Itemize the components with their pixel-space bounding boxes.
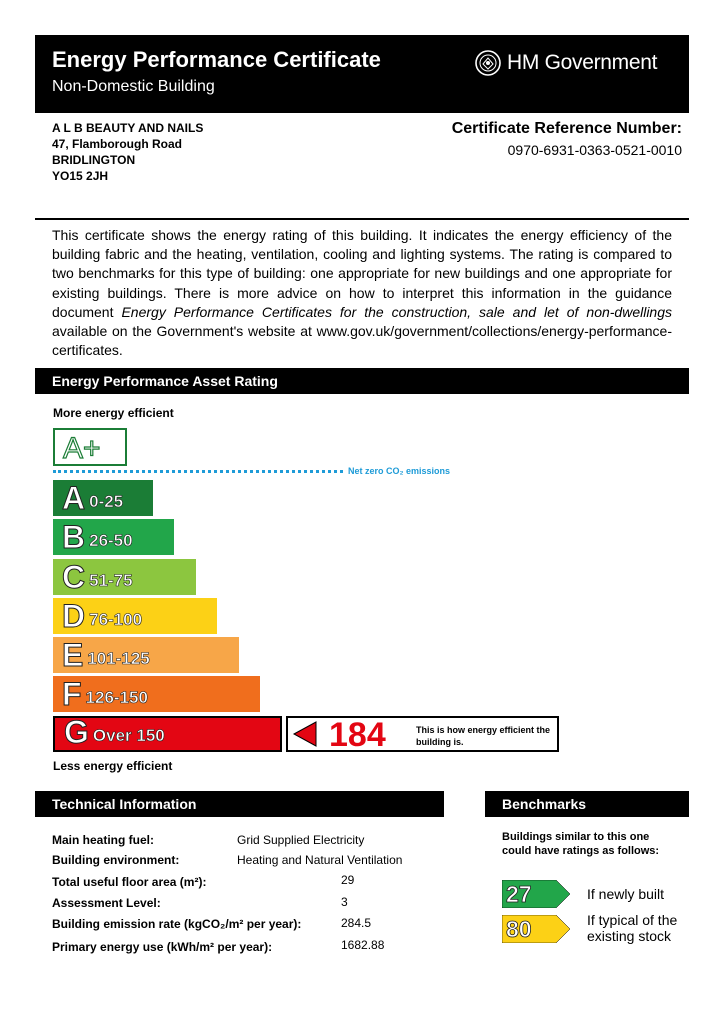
- hm-government-text: HM Government: [507, 51, 658, 74]
- band-letter: B: [62, 519, 86, 555]
- tech-label-floor-area: Total useful floor area (m²):: [52, 875, 207, 889]
- intro-text-end: available on the Government's website at www.gov.uk/government/collections/energy-performance-certificates.: [52, 323, 672, 359]
- tech-value-emission-rate: 284.5: [341, 916, 372, 930]
- band-range: 0-25: [89, 492, 124, 511]
- address-line-1: A L B BEAUTY AND NAILS: [52, 121, 204, 135]
- benchmark-new-build-value: 27: [506, 881, 532, 907]
- intro-text: This certificate shows the energy rating of this building. It indicates the energy efficiency of the building fabric and the heating, ventilation, cooling and lighting systems. The rating is compared to two benchmarks for this type of building: one appropriate for new buildings and one appropriate for existing buildings. There is more advice on how to interpret this information in the guidance document: [52, 227, 672, 320]
- guidance-document-title: Energy Performance Certificates for the construction, sale and let of non-dwellings: [121, 303, 673, 320]
- asset-rating-heading: Energy Performance Asset Rating: [35, 368, 689, 394]
- tech-value-floor-area: 29: [341, 873, 355, 887]
- intro-paragraph: [52, 226, 672, 360]
- address-line-2: 47, Flamborough Road: [52, 137, 183, 151]
- tech-label-emission-rate: Building emission rate (kgCO₂/m² per year):: [52, 917, 302, 931]
- band-letter: G: [64, 716, 89, 750]
- page-title: Energy Performance Certificate: [52, 47, 381, 72]
- divider: [35, 218, 689, 220]
- band-e: [53, 637, 239, 673]
- tech-value-assessment-level: 3: [341, 895, 348, 909]
- band-range: 76-100: [89, 610, 143, 629]
- benchmark-existing-stock-value: 80: [506, 916, 532, 942]
- benchmark-new-build-label: If newly built: [587, 886, 665, 902]
- net-zero-label: Net zero CO₂ emissions: [348, 466, 451, 476]
- band-g: [53, 716, 282, 752]
- tech-label-primary-energy: Primary energy use (kWh/m² per year):: [52, 940, 273, 954]
- band-b: [53, 519, 174, 555]
- benchmark-existing-stock-label: If typical of the existing stock: [587, 912, 678, 944]
- tech-value-building-environment: Heating and Natural Ventilation: [237, 853, 403, 867]
- net-zero-line: [53, 470, 343, 473]
- band-letter: A: [62, 480, 86, 516]
- benchmarks-heading: Benchmarks: [485, 791, 689, 817]
- more-efficient-label: More energy efficient: [53, 406, 174, 420]
- band-range: 101-125: [87, 649, 150, 668]
- band-aplus-letter: A+: [63, 432, 101, 465]
- band-range: 51-75: [89, 571, 133, 590]
- tech-label-heating-fuel: Main heating fuel:: [52, 833, 154, 847]
- band-letter: C: [62, 559, 86, 595]
- address-line-3: BRIDLINGTON: [52, 153, 136, 167]
- band-c: [53, 559, 196, 595]
- hm-government-logo: [475, 50, 657, 76]
- royal-crest-icon: [475, 50, 501, 76]
- band-range: Over 150: [92, 726, 165, 745]
- certificate-header: [35, 35, 689, 113]
- tech-label-building-environment: Building environment:: [52, 853, 180, 867]
- current-rating-indicator: [286, 716, 559, 752]
- band-range: 26-50: [89, 531, 133, 550]
- rating-arrow-icon: [292, 721, 320, 747]
- tech-value-heating-fuel: Grid Supplied Electricity: [237, 833, 365, 847]
- current-rating-value: 184: [329, 716, 386, 754]
- band-letter: F: [62, 676, 82, 712]
- benchmark-new-build-arrow: [502, 880, 572, 908]
- benchmark-existing-stock-arrow: [502, 915, 572, 943]
- current-rating-note: This is how energy efficient the building is.: [416, 725, 551, 747]
- technical-information-heading: Technical Information: [35, 791, 444, 817]
- band-a: [53, 480, 153, 516]
- address-postcode: YO15 2JH: [52, 169, 109, 183]
- band-letter: D: [62, 598, 86, 634]
- band-d: [53, 598, 217, 634]
- band-aplus: [53, 428, 127, 466]
- tech-label-assessment-level: Assessment Level:: [52, 896, 161, 910]
- band-range: 126-150: [85, 688, 148, 707]
- tech-value-primary-energy: 1682.88: [341, 938, 385, 952]
- page-subtitle: Non-Domestic Building: [52, 78, 215, 95]
- band-f: [53, 676, 260, 712]
- band-letter: E: [62, 637, 84, 673]
- benchmarks-intro: Buildings similar to this one could have ratings as follows:: [502, 831, 660, 857]
- certificate-reference-number: 0970-6931-0363-0521-0010: [507, 142, 682, 158]
- less-efficient-label: Less energy efficient: [53, 759, 173, 773]
- certificate-reference-label: Certificate Reference Number:: [451, 120, 682, 137]
